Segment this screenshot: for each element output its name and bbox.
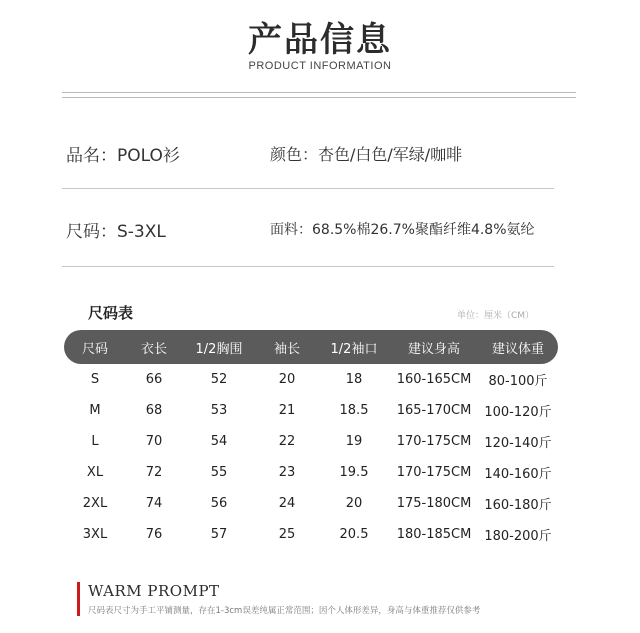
table-cell: 170-175CM [396,434,472,449]
table-cell: 175-180CM [396,496,472,511]
table-cell: 165-170CM [396,403,472,418]
warm-prompt-title: WARM PROMPT [88,582,220,600]
table-cell: 18.5 [339,403,369,418]
table-row [64,519,558,550]
table-cell: 57 [210,527,228,542]
info-divider-1 [62,188,554,189]
table-cell: 52 [210,372,228,387]
product-color: 颜色：杏色/白色/军绿/咖啡 [270,144,463,164]
size-table [64,330,558,550]
header-cell: 建议体重 [491,341,544,357]
table-cell: 20 [278,372,296,387]
table-cell: 170-175CM [396,465,472,480]
table-cell: S [90,372,100,387]
table-cell: 74 [145,496,163,511]
table-cell: 22 [278,434,296,449]
info-row-1 [66,138,574,168]
size-chart-unit: 单位：厘米（CM） [456,311,534,321]
table-cell: 180-200斤 [484,529,552,544]
table-cell: 2XL [82,496,108,511]
table-cell: 54 [210,434,228,449]
table-cell: 3XL [82,527,108,542]
table-cell: 72 [145,465,163,480]
table-cell: 140-160斤 [484,467,552,482]
table-cell: L [91,434,99,449]
table-cell: 53 [210,403,228,418]
table-cell: 55 [210,465,228,480]
product-fabric: 面料：68.5%棉26.7%聚酯纤维4.8%氨纶 [270,222,535,238]
header-cell: 1/2袖口 [330,341,378,357]
table-cell: 21 [278,403,296,418]
warm-prompt-accent-bar [77,582,80,616]
table-cell: 20 [345,496,363,511]
table-cell: XL [86,465,104,480]
table-cell: 68 [145,403,163,418]
header-cell: 1/2胸围 [195,341,243,357]
table-row [64,426,558,457]
table-cell: 19 [345,434,363,449]
header-cell: 建议身高 [407,341,460,357]
warm-prompt-text: 尺码表尺寸为手工平铺测量，存在1-3cm误差纯属正常范围；因个人体形差异，身高与体重推荐仅供参考 [88,606,481,616]
table-cell: 56 [210,496,228,511]
table-row [64,457,558,488]
table-cell: 76 [145,527,163,542]
table-cell: 100-120斤 [484,405,552,420]
table-cell: 20.5 [339,527,369,542]
table-cell: 25 [278,527,296,542]
table-cell: 18 [345,372,363,387]
table-cell: M [89,403,101,418]
table-cell: 19.5 [339,465,369,480]
header-cell: 袖长 [273,341,300,357]
header-cell: 尺码 [81,341,108,357]
header-cell: 衣长 [140,341,167,357]
table-cell: 23 [278,465,296,480]
table-cell: 120-140斤 [484,436,552,451]
table-cell: 80-100斤 [488,374,548,389]
table-cell: 24 [278,496,296,511]
page-subtitle: PRODUCT INFORMATION [248,60,392,72]
size-chart-title: 尺码表 [88,304,134,322]
table-row [64,395,558,426]
table-header [64,330,558,364]
title-divider [62,92,576,98]
product-name: 品名：POLO衫 [66,145,180,166]
info-divider-2 [62,266,554,267]
product-size: 尺码：S-3XL [66,221,166,242]
page-title: 产品信息 [248,20,392,60]
table-row [64,488,558,519]
table-row [64,364,558,395]
table-cell: 66 [145,372,163,387]
table-cell: 160-165CM [396,372,472,387]
info-row-2 [66,214,574,244]
table-cell: 70 [145,434,163,449]
table-cell: 160-180斤 [484,498,552,513]
table-cell: 180-185CM [396,527,472,542]
